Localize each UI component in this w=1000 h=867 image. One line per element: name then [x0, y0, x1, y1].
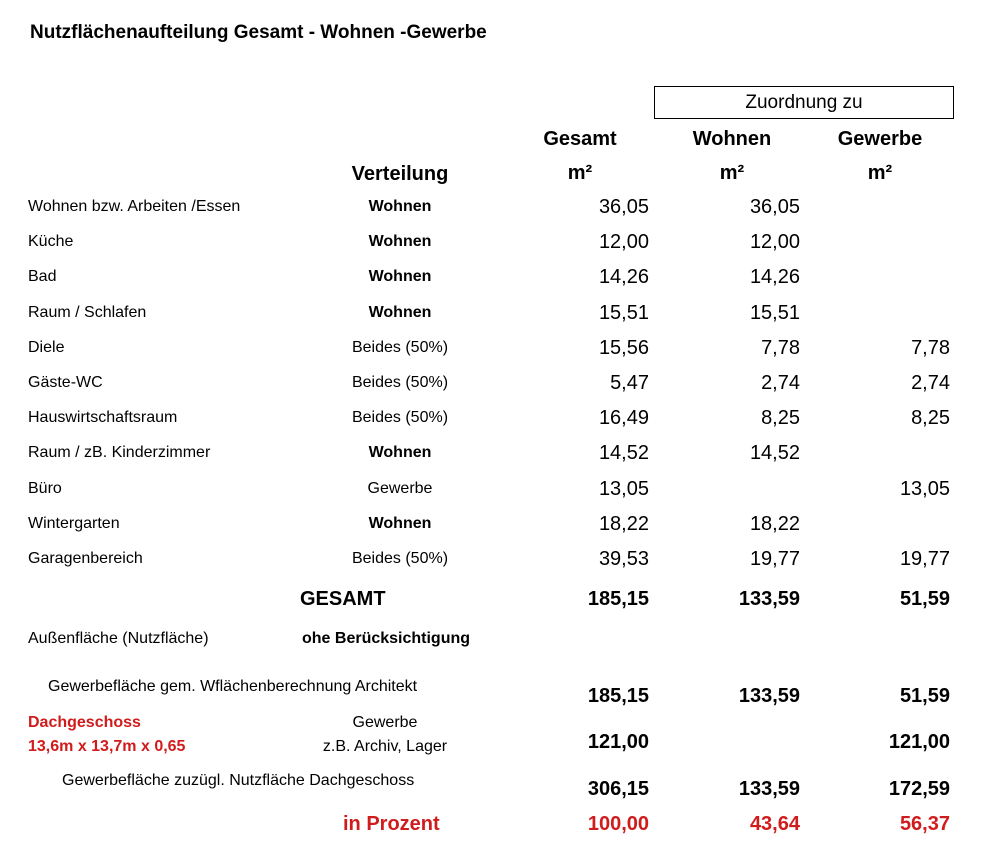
row-gewerbe: 19,77: [899, 547, 950, 570]
zuordnung-header: Zuordnung zu: [654, 86, 954, 119]
architekt-gesamt: 185,15: [587, 685, 649, 707]
row-verteilung: Beides (50%): [351, 409, 449, 427]
unit-gesamt: m²: [567, 162, 593, 184]
aussen-note: ohe Berücksichtigung: [302, 630, 471, 647]
row-wohnen: 36,05: [749, 196, 800, 218]
architekt-gewerbe: 51,59: [899, 685, 950, 707]
table-row: [0, 298, 1000, 333]
row-verteilung: Wohnen: [368, 514, 432, 532]
table-row: [0, 544, 1000, 579]
prozent-wohnen: 43,64: [749, 813, 800, 835]
unit-wohnen: m²: [719, 162, 745, 184]
row-label: Raum / zB. Kinderzimmer: [28, 444, 211, 462]
table-row: [0, 368, 1000, 403]
table-row: [0, 333, 1000, 368]
architekt-wohnen: 133,59: [738, 685, 800, 707]
row-gesamt: 14,52: [598, 442, 649, 465]
row-gesamt: 15,51: [598, 301, 649, 324]
table-row: [0, 192, 1000, 227]
table-row: [0, 262, 1000, 297]
dach-label: Dachgeschoss: [28, 714, 141, 731]
row-verteilung: Wohnen: [368, 233, 432, 251]
table-row: [0, 474, 1000, 509]
dach-gewerbe: 121,00: [888, 731, 950, 753]
row-gewerbe: 2,74: [911, 371, 950, 394]
row-gesamt: 14,26: [598, 266, 649, 289]
row-gesamt: 36,05: [598, 196, 649, 218]
zuzueglich-gewerbe: 172,59: [888, 778, 950, 800]
row-gesamt: 5,47: [610, 371, 649, 394]
zuzueglich-gesamt: 306,15: [587, 778, 649, 800]
row-wohnen: 12,00: [749, 231, 800, 254]
row-gewerbe: 7,78: [911, 336, 950, 359]
header-gewerbe: Gewerbe: [837, 128, 923, 150]
row-gesamt: 12,00: [598, 231, 649, 254]
row-label: Garagenbereich: [28, 549, 143, 567]
row-verteilung: Wohnen: [368, 198, 432, 215]
prozent-label: in Prozent: [343, 813, 440, 835]
table-row: [0, 403, 1000, 438]
header-wohnen: Wohnen: [692, 128, 772, 150]
prozent-gesamt: 100,00: [587, 813, 649, 835]
row-gesamt: 18,22: [598, 512, 649, 535]
row-verteilung: Beides (50%): [351, 549, 449, 567]
row-label: Büro: [28, 479, 62, 497]
zuzueglich-label: Gewerbefläche zuzügl. Nutzfläche Dachgeschoss: [62, 772, 415, 789]
row-label: Hauswirtschaftsraum: [28, 409, 178, 427]
total-gewerbe: 51,59: [899, 588, 950, 610]
row-verteilung: Beides (50%): [351, 373, 449, 391]
header-verteilung: Verteilung: [351, 163, 449, 185]
row-verteilung: Gewerbe: [367, 479, 433, 497]
row-wohnen: 18,22: [749, 512, 800, 535]
row-wohnen: 14,26: [749, 266, 800, 289]
header-gesamt: Gesamt: [543, 128, 617, 150]
row-wohnen: 2,74: [761, 371, 800, 394]
row-verteilung: Beides (50%): [351, 338, 449, 356]
table-row: [0, 227, 1000, 262]
dach-verteilung: Gewerbe: [352, 714, 418, 731]
total-wohnen: 133,59: [738, 588, 800, 610]
dach-dimensions: 13,6m x 13,7m x 0,65: [28, 738, 186, 755]
unit-gewerbe: m²: [867, 162, 893, 184]
table-row: [0, 438, 1000, 473]
row-gewerbe: 13,05: [899, 477, 950, 500]
row-label: Raum / Schlafen: [28, 303, 147, 321]
row-wohnen: 15,51: [749, 301, 800, 324]
aussen-label: Außenfläche (Nutzfläche): [28, 630, 209, 647]
area-table: [0, 192, 1000, 579]
row-gewerbe: 8,25: [911, 407, 950, 430]
row-label: Küche: [28, 233, 74, 251]
row-wohnen: 14,52: [749, 442, 800, 465]
row-verteilung: Wohnen: [368, 444, 432, 462]
row-verteilung: Wohnen: [368, 268, 432, 286]
row-label: Diele: [28, 338, 65, 356]
row-gesamt: 15,56: [598, 336, 649, 359]
dach-gesamt: 121,00: [587, 731, 649, 753]
dach-verteilung-note: z.B. Archiv, Lager: [322, 738, 448, 755]
row-label: Wohnen bzw. Arbeiten /Essen: [28, 198, 241, 215]
table-row: [0, 509, 1000, 544]
row-gesamt: 39,53: [598, 547, 649, 570]
row-wohnen: 19,77: [749, 547, 800, 570]
total-label: GESAMT: [300, 588, 386, 610]
row-gesamt: 13,05: [598, 477, 649, 500]
page-title: Nutzflächenaufteilung Gesamt - Wohnen -Gewerbe: [30, 22, 487, 43]
prozent-gewerbe: 56,37: [899, 813, 950, 835]
row-label: Gäste-WC: [28, 373, 103, 391]
total-gesamt: 185,15: [587, 588, 649, 610]
row-label: Bad: [28, 268, 57, 286]
row-wohnen: 7,78: [761, 336, 800, 359]
architekt-label: Gewerbefläche gem. Wflächenberechnung Architekt: [48, 678, 418, 695]
zuzueglich-wohnen: 133,59: [738, 778, 800, 800]
row-wohnen: 8,25: [761, 407, 800, 430]
row-gesamt: 16,49: [598, 407, 649, 430]
row-verteilung: Wohnen: [368, 303, 432, 321]
row-label: Wintergarten: [28, 514, 120, 532]
